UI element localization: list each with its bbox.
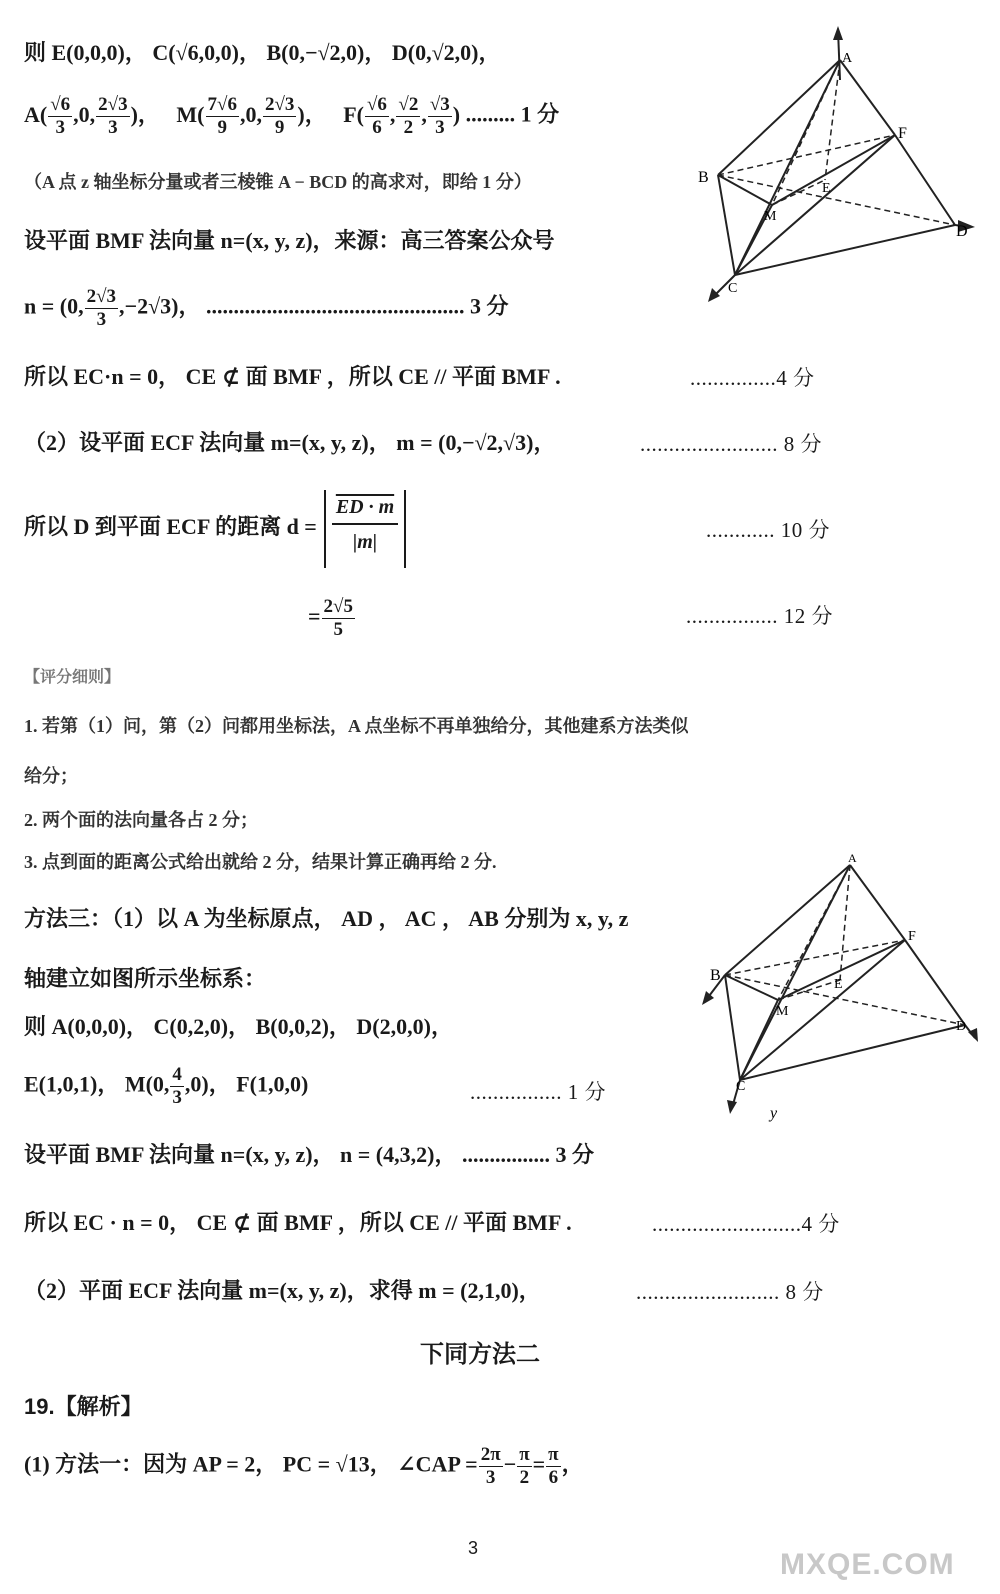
coords-line-2 bbox=[24, 94, 559, 139]
points-3: ............................................... 3 分 bbox=[205, 293, 509, 319]
edge-BC bbox=[718, 175, 735, 275]
dash-BF bbox=[718, 135, 895, 175]
points-8: ........................ 8 分 bbox=[640, 432, 822, 456]
note-A: （A 点 z 轴坐标分量或者三棱锥 A − BCD 的高求对，即给 1 分） bbox=[24, 172, 532, 192]
edge-AF bbox=[840, 60, 895, 135]
label-A: A bbox=[848, 851, 857, 865]
label-D: D bbox=[956, 223, 968, 240]
dash-BD bbox=[718, 175, 955, 225]
edge-CA bbox=[740, 865, 850, 1080]
label-A: A bbox=[842, 51, 853, 66]
coord-A: A( $\frac{√6}{3}$ ,0, $\frac{2√3}{3}$ )， bbox=[24, 94, 160, 138]
part2-text: （2）设平面 ECF 法向量 m=(x, y, z)， m = (0,−√2,√3)， bbox=[24, 430, 556, 455]
method3-points-1: ................ 1 分 bbox=[470, 1080, 606, 1104]
method3-part2: （2）平面 ECF 法向量 m=(x, y, z)，求得 m = (2,1,0)， bbox=[24, 1278, 541, 1303]
method3-normal-bmf: 设平面 BMF 法向量 n=(x, y, z)， n = (4,3,2)， ................ 3 分 bbox=[24, 1142, 594, 1167]
normal-bmf-value: n = (0, $\frac{2√3}{3}$ ,−2√3)， ............................................... 3 分 bbox=[24, 286, 509, 330]
points-1: ......... 1 分 bbox=[465, 101, 560, 127]
method3-coords2: E(1,0,1)， M(0, $\frac{4}{3}$ ,0)， F(1,0,0) bbox=[24, 1064, 309, 1108]
method3-same: 下同方法二 bbox=[420, 1341, 540, 1368]
points-12: ................ 12 分 bbox=[686, 604, 833, 628]
page-number: 3 bbox=[468, 1538, 479, 1558]
label-E: E bbox=[834, 977, 843, 992]
distance-formula: ED · m |m| bbox=[324, 490, 406, 568]
edge-CF bbox=[735, 135, 895, 275]
method3-coords1: 则 A(0,0,0)， C(0,2,0)， B(0,0,2)， D(2,0,0)， bbox=[24, 1014, 453, 1039]
label-E: E bbox=[822, 181, 831, 196]
coord-M: M( $\frac{7√6}{9}$ ,0, $\frac{2√3}{9}$ )， bbox=[176, 94, 327, 138]
coords-line-1: 则 E(0,0,0)， C(√6,0,0)， B(0,−√2,0)， D(0,√2,0)， bbox=[24, 40, 501, 65]
label-M: M bbox=[764, 209, 777, 224]
dash-AE bbox=[825, 60, 840, 180]
figure-2 bbox=[690, 850, 990, 1130]
arrow-z bbox=[833, 26, 843, 40]
note-2: 2. 两个面的法向量各占 2 分； bbox=[24, 810, 258, 830]
edge-BM bbox=[718, 175, 772, 205]
edge-BM bbox=[725, 975, 778, 1000]
figure-1 bbox=[690, 20, 990, 310]
edge-FD bbox=[905, 940, 965, 1025]
q19-title: 19.【解析】 bbox=[24, 1394, 143, 1419]
label-C: C bbox=[728, 281, 738, 296]
coord-F: F( $\frac{√6}{6}$ , $\frac{√2}{2}$ , $\frac{√3}{3}$ ) bbox=[343, 94, 461, 138]
arrow-c bbox=[727, 1100, 737, 1114]
dash-BF bbox=[725, 940, 905, 975]
note-3: 3. 点到面的距离公式给出就给 2 分，结果计算正确再给 2 分. bbox=[24, 852, 497, 872]
distance-result: = $\frac{2√5}{5}$ bbox=[308, 596, 353, 640]
edge-BA bbox=[718, 60, 840, 175]
edge-FD bbox=[895, 135, 955, 225]
label-B: B bbox=[710, 967, 721, 984]
distance-text: 所以 D 到平面 ECF 的距离 d = bbox=[24, 514, 317, 539]
arrow-c bbox=[708, 288, 720, 302]
parallel-text: 所以 EC·n = 0， CE ⊄ 面 BMF ，所以 CE // 平面 BMF . bbox=[24, 364, 561, 389]
edge-CD bbox=[735, 225, 955, 275]
method3-points-8: ......................... 8 分 bbox=[636, 1280, 824, 1304]
points-4: ...............4 分 bbox=[690, 366, 815, 390]
watermark: MXQE.COM bbox=[780, 1548, 955, 1581]
label-F: F bbox=[908, 929, 916, 944]
label-D: D bbox=[956, 1019, 967, 1034]
label-C: C bbox=[736, 1079, 746, 1094]
method3-intro2: 轴建立如图所示坐标系： bbox=[24, 966, 267, 991]
note-1b: 给分； bbox=[24, 766, 78, 786]
method3-intro: 方法三：（1）以 A 为坐标原点， AD ， AC ， AB 分别为 x, y, z bbox=[24, 906, 629, 931]
label-M: M bbox=[776, 1004, 789, 1019]
edge-CM bbox=[740, 1000, 778, 1080]
label-F: F bbox=[898, 125, 907, 142]
edge-AF bbox=[850, 865, 905, 940]
edge-BA bbox=[725, 865, 850, 975]
edge-MF bbox=[772, 135, 895, 205]
edge-BC bbox=[725, 975, 740, 1080]
note-1a: 1. 若第（1）问，第（2）问都用坐标法，A 点坐标不再单独给分，其他建系方法类似 bbox=[24, 716, 689, 736]
label-y: y bbox=[770, 1105, 778, 1122]
q19-line1: (1) 方法一：因为 AP = 2， PC = √13， ∠CAP = $\frac{2\pi}{3}$ − $\frac{\pi}{2}$ = $\frac{\pi}{6}$ ， bbox=[24, 1444, 584, 1488]
method3-parallel: 所以 EC · n = 0， CE ⊄ 面 BMF ，所以 CE // 平面 BMF . bbox=[24, 1210, 572, 1235]
dash-BD bbox=[725, 975, 965, 1025]
method3-points-4: ..........................4 分 bbox=[652, 1212, 840, 1236]
normal-bmf-text: 设平面 BMF 法向量 n=(x, y, z)，来源：高三答案公众号 bbox=[24, 228, 555, 253]
label-B: B bbox=[698, 169, 709, 186]
notes-bracket: 【评分细则】 bbox=[24, 669, 121, 686]
points-10: ............ 10 分 bbox=[706, 518, 830, 542]
